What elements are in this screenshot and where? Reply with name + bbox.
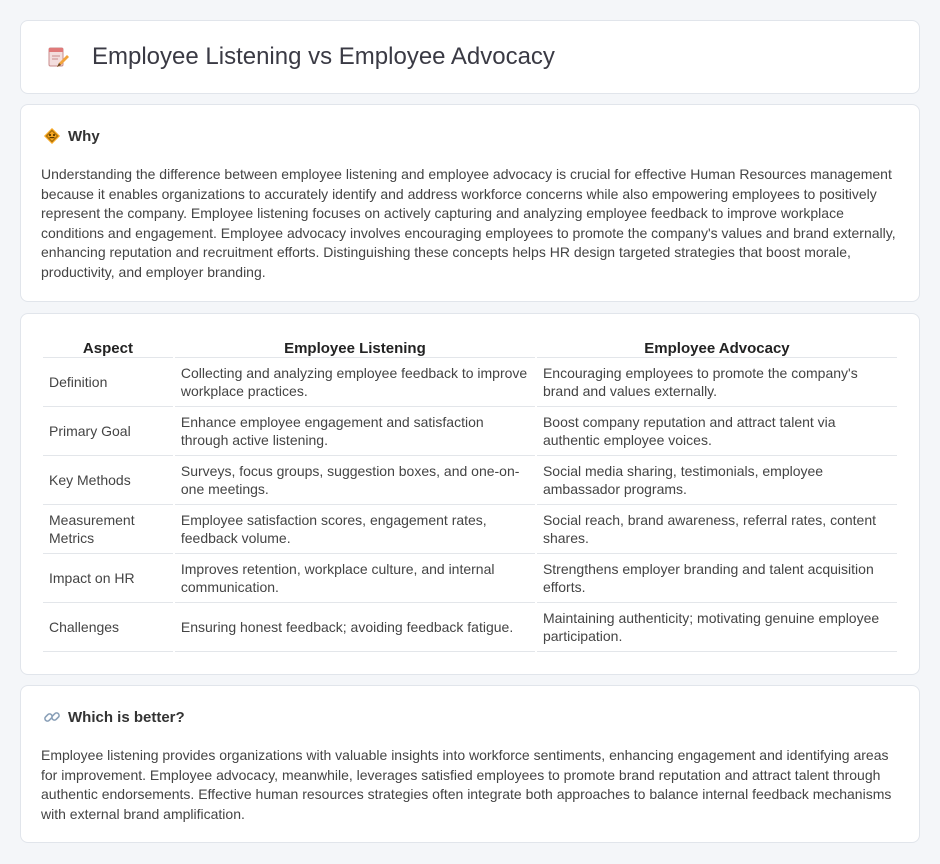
which-is-better-section xyxy=(20,685,920,843)
row-advocacy: Strengthens employer branding and talent acquisition efforts. xyxy=(537,554,897,603)
row-listening: Ensuring honest feedback; avoiding feedback fatigue. xyxy=(175,603,535,652)
diamond-sign-icon xyxy=(43,127,61,145)
header-employee-listening: Employee Listening xyxy=(175,334,535,358)
why-heading xyxy=(43,127,100,145)
table-row xyxy=(43,505,897,554)
link-icon xyxy=(43,708,61,726)
table-header-row xyxy=(43,334,897,358)
row-listening: Employee satisfaction scores, engagement rates, feedback volume. xyxy=(175,505,535,554)
header-employee-advocacy: Employee Advocacy xyxy=(537,334,897,358)
table-row xyxy=(43,456,897,505)
better-title: Which is better? xyxy=(68,708,185,726)
row-aspect: Challenges xyxy=(43,603,173,652)
row-aspect: Impact on HR xyxy=(43,554,173,603)
comparison-table xyxy=(41,334,899,652)
row-advocacy: Social reach, brand awareness, referral rates, content shares. xyxy=(537,505,897,554)
table-row xyxy=(43,407,897,456)
why-text: Understanding the difference between employee listening and employee advocacy is crucial for effective Human Resources management because it enables organizations to accurately identify and address workforce concerns while also empowering employees to positively represent the company. Employee listening focuses on actively capturing and analyzing employee feedback to improve workplace conditions and engagement. Employee advocacy involves encouraging employees to promote the company's values and brand externally, enhancing reputation and recruitment efforts. Distinguishing these concepts helps HR design targeted strategies that boost morale, productivity, and employer branding. xyxy=(41,166,896,280)
better-heading xyxy=(43,708,185,726)
document-pencil-icon xyxy=(47,46,69,70)
header-card xyxy=(20,20,920,94)
row-advocacy: Maintaining authenticity; motivating genuine employee participation. xyxy=(537,603,897,652)
why-section xyxy=(20,104,920,302)
table-row xyxy=(43,358,897,407)
row-aspect: Definition xyxy=(43,358,173,407)
comparison-table-card xyxy=(20,313,920,675)
row-listening: Collecting and analyzing employee feedback to improve workplace practices. xyxy=(175,358,535,407)
row-aspect: Measurement Metrics xyxy=(43,505,173,554)
why-title: Why xyxy=(68,127,100,145)
table-row xyxy=(43,554,897,603)
table-row xyxy=(43,603,897,652)
row-aspect: Primary Goal xyxy=(43,407,173,456)
row-listening: Surveys, focus groups, suggestion boxes, and one-on-one meetings. xyxy=(175,456,535,505)
row-listening: Improves retention, workplace culture, and internal communication. xyxy=(175,554,535,603)
page-title: Employee Listening vs Employee Advocacy xyxy=(92,43,555,70)
row-aspect: Key Methods xyxy=(43,456,173,505)
better-text: Employee listening provides organizations with valuable insights into workforce sentiments, enhancing engagement and identifying areas for improvement. Employee advocacy, meanwhile, leverages satisfied employees to promote brand reputation and attract talent through authentic endorsements. Effective human resources strategies often integrate both approaches to balance internal feedback mechanisms with external brand amplification. xyxy=(41,747,892,822)
row-listening: Enhance employee engagement and satisfaction through active listening. xyxy=(175,407,535,456)
header-aspect: Aspect xyxy=(43,334,173,358)
row-advocacy: Social media sharing, testimonials, employee ambassador programs. xyxy=(537,456,897,505)
row-advocacy: Boost company reputation and attract talent via authentic employee voices. xyxy=(537,407,897,456)
row-advocacy: Encouraging employees to promote the company's brand and values externally. xyxy=(537,358,897,407)
